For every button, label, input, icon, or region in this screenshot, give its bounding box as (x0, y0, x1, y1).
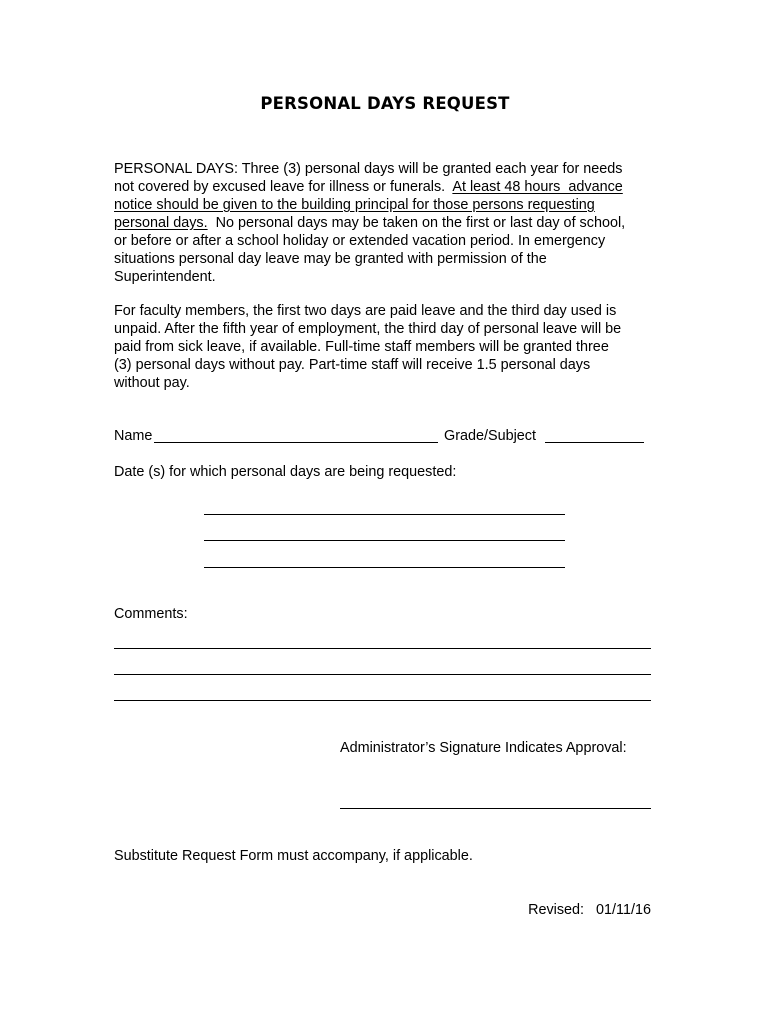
underlined-notice-text: At least 48 hours advance (452, 179, 623, 195)
paragraph-text: No personal days may be taken on the first or last day of school, (207, 215, 626, 231)
date-line-1[interactable] (204, 514, 565, 515)
underlined-notice-text: personal days. (114, 215, 208, 231)
name-line[interactable] (154, 442, 438, 443)
underlined-notice-text: notice should be given to the building principal for those persons requesting (114, 197, 595, 213)
comments-label: Comments: (114, 606, 188, 622)
paragraph-line: without pay. (114, 375, 190, 391)
comment-line-2[interactable] (114, 674, 651, 675)
paragraph-line: (3) personal days without pay. Part-time staff will receive 1.5 personal days (114, 357, 591, 373)
faculty-paragraph (114, 302, 654, 392)
paragraph-line: situations personal day leave may be granted with permission of the (114, 251, 547, 267)
paragraph-line: Superintendent. (114, 269, 216, 285)
paragraph-line: or before or after a school holiday or extended vacation period. In emergency (114, 233, 606, 249)
revised-date: Revised: 01/11/16 (528, 902, 651, 918)
substitute-note: Substitute Request Form must accompany, if applicable. (114, 848, 473, 864)
grade-subject-label: Grade/Subject (444, 428, 536, 444)
signature-line[interactable] (340, 808, 651, 809)
document-title: PERSONAL DAYS REQUEST (260, 94, 510, 113)
paragraph-line (114, 214, 654, 232)
personal-days-paragraph (114, 160, 654, 286)
date-line-2[interactable] (204, 540, 565, 541)
dates-label: Date (s) for which personal days are being requested: (114, 464, 457, 480)
comment-line-3[interactable] (114, 700, 651, 701)
paragraph-line (114, 178, 654, 196)
date-line-3[interactable] (204, 567, 565, 568)
paragraph-line: paid from sick leave, if available. Full-time staff members will be granted three (114, 339, 609, 355)
paragraph-text: not covered by excused leave for illness or funerals. (114, 179, 453, 195)
approval-label: Administrator’s Signature Indicates Approval: (340, 740, 627, 756)
grade-subject-line[interactable] (545, 442, 644, 443)
paragraph-line: unpaid. After the fifth year of employment, the third day of personal leave will be (114, 321, 622, 337)
name-label: Name (114, 428, 153, 444)
comment-line-1[interactable] (114, 648, 651, 649)
paragraph-line: PERSONAL DAYS: Three (3) personal days will be granted each year for needs (114, 161, 623, 177)
paragraph-line: For faculty members, the first two days are paid leave and the third day used is (114, 303, 617, 319)
